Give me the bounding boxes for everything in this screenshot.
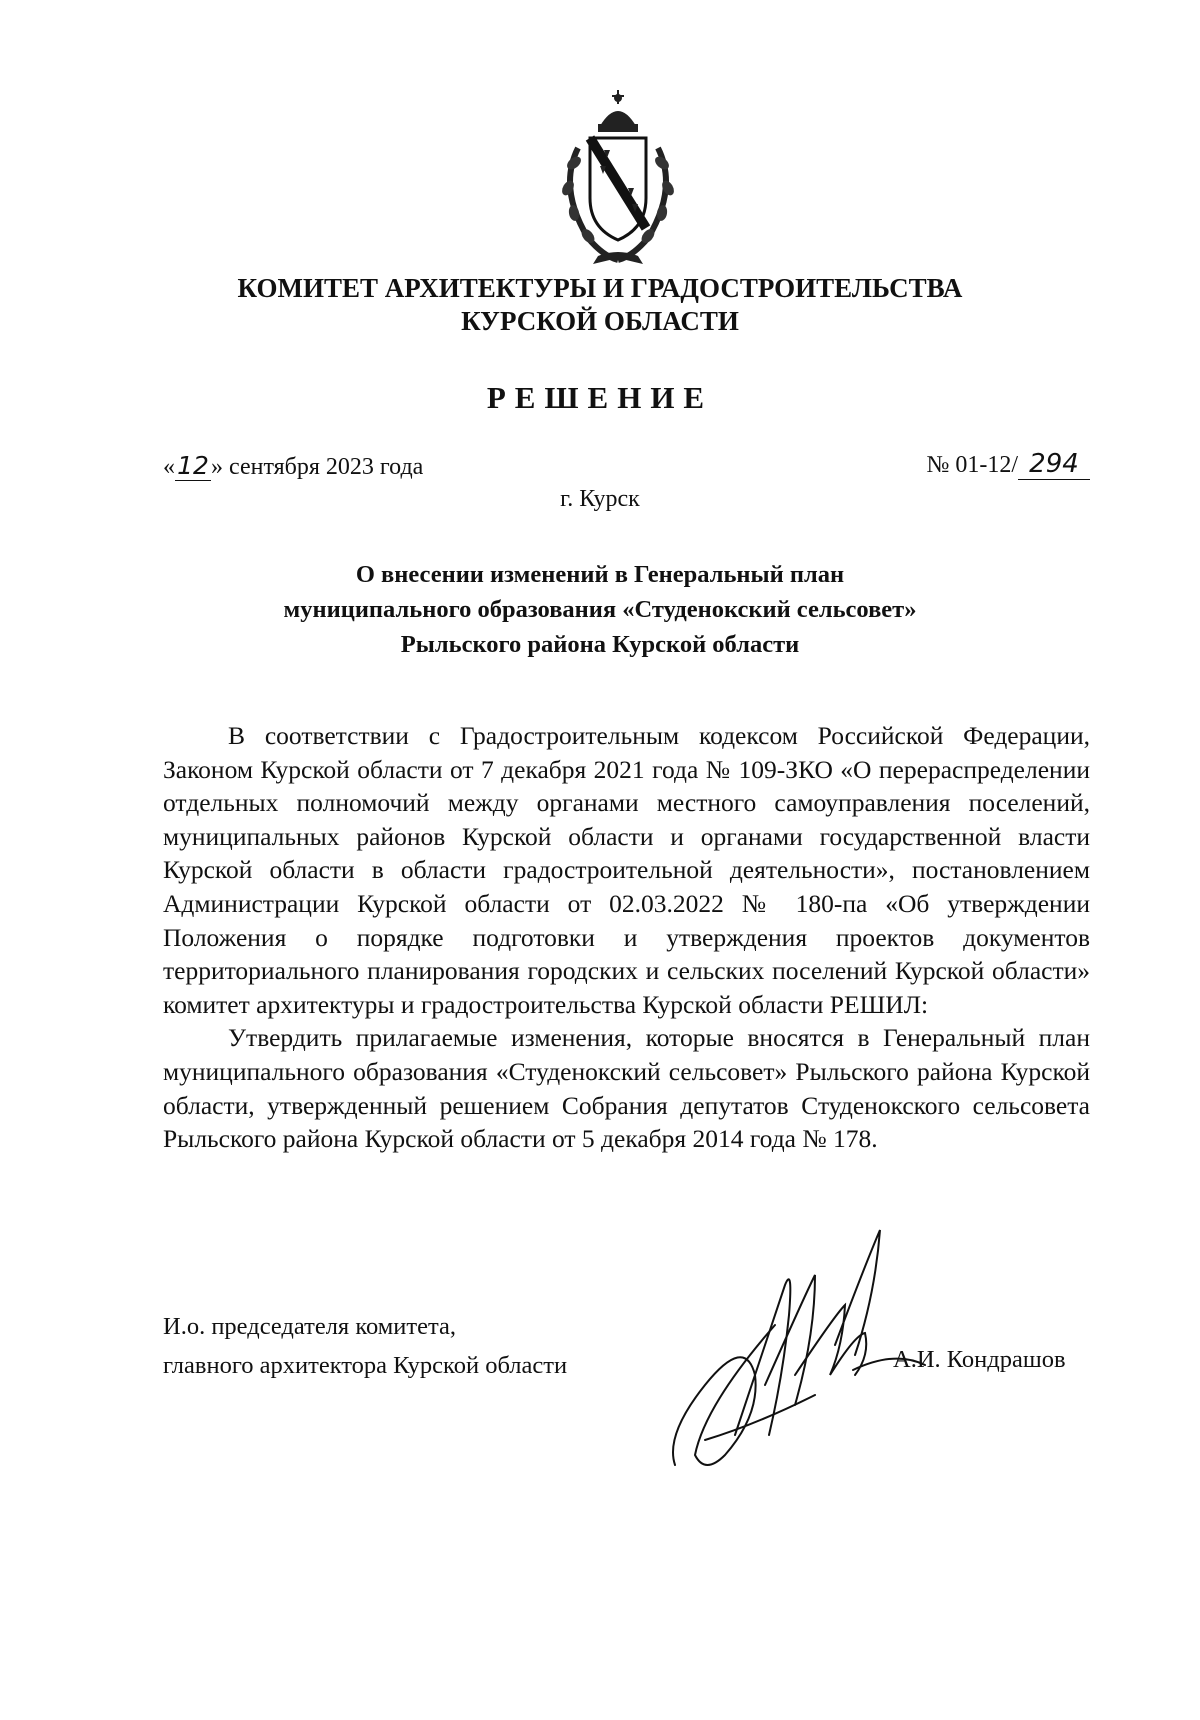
body-paragraph-2: Утвердить прилагаемые изменения, которые вносятся в Генеральный план муниципального образования «Студенокский сельсовет» Рыльского района Курской области, утвержденный решением Собрания депутатов Студенокского сельсовета Рыльского района Курской области от 5 декабря 2014 года № 178. xyxy=(163,1023,1090,1154)
organization-line-1: КОМИТЕТ АРХИТЕКТУРЫ И ГРАДОСТРОИТЕЛЬСТВА xyxy=(237,273,963,303)
date-day-handwritten: 12 xyxy=(175,451,211,481)
document-city: г. Курск xyxy=(560,486,640,512)
body-paragraph-1: В соответствии с Градостроительным кодексом Российской Федерации, Законом Курской области от 7 декабря 2021 года № 109-ЗКО «О перераспределении отдельных полномочий между органами местного самоуправления поселений, муниципальных районов Курской области и органами государственной власти Курской области в области градостроительной деятельности», постановлением Администрации Курской области от 02.03.2022 № 180-па «Об утверждении Положения о порядке подготовки и утверждения проектов документов территориального планирования городских и сельских поселений Курской области» комитет архитектуры и градостроительства Курской области РЕШИЛ: xyxy=(163,721,1090,1019)
number-handwritten: 294 xyxy=(1018,449,1090,480)
document-number xyxy=(926,449,1090,480)
organization-line-2: КУРСКОЙ ОБЛАСТИ xyxy=(461,306,739,336)
signer-title xyxy=(163,1307,567,1385)
date-open-quote: « xyxy=(163,454,175,480)
signer-title-line-2: главного архитектора Курской области xyxy=(163,1352,568,1379)
date-rest: » сентября 2023 года xyxy=(211,454,424,480)
document-type: РЕШЕНИЕ xyxy=(486,380,714,415)
signature-icon xyxy=(665,1225,965,1485)
document-subject xyxy=(0,557,1200,662)
subject-line-2: муниципального образования «Студенокский сельсовет» xyxy=(283,596,917,623)
organization-name xyxy=(0,272,1200,338)
number-prefix: № 01-12/ xyxy=(926,452,1018,478)
coat-of-arms-icon xyxy=(548,88,688,268)
subject-line-1: О внесении изменений в Генеральный план xyxy=(355,561,845,588)
signer-name: А.И. Кондрашов xyxy=(893,1346,1066,1373)
subject-line-3: Рыльского района Курской области xyxy=(400,631,800,658)
document-body xyxy=(163,719,1090,1156)
document-date xyxy=(163,451,423,481)
signer-title-line-1: И.о. председателя комитета, xyxy=(163,1313,456,1340)
